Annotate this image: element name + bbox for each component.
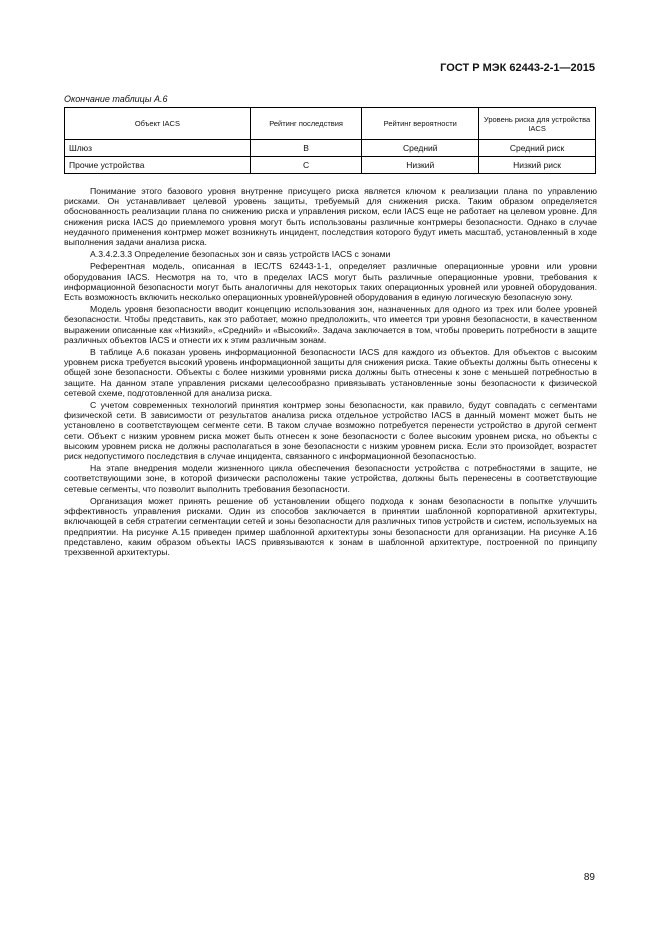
- paragraph: С учетом современных технологий принятия контрмер зоны безопасности, как правило, будут совпадать с сегментами физической сети. В зависимости от результатов анализа риска отдельное устройство IACS в данный момент может быть не установлено в соответствующем сегменте сети. В таком случае возможно потребуется перенести устройство в другой сегмент сети. Объект с низким уровнем риска может быть отнесен к зоне безопасности с более высоким уровнем риска, но объекты с высоким уровнем риска не должны располагаться в зоне безопасности с низким уровнем риска. Если это произойдет, возрастет риск недопустимого последствия в случае инцидента, связанного с информационной безопасностью.: [64, 400, 597, 462]
- table-row: [65, 157, 596, 174]
- table-cell: Средний: [362, 140, 479, 157]
- body-text: [64, 186, 597, 559]
- column-header: Объект IACS: [65, 108, 251, 140]
- table-cell: Шлюз: [65, 140, 251, 157]
- table-caption: Окончание таблицы А.6: [64, 94, 168, 104]
- table-cell: C: [250, 157, 362, 174]
- risk-table: [64, 107, 596, 174]
- paragraph: Модель уровня безопасности вводит концепцию использования зон, назначенных для одного из трех или более уровней безопасности. Чтобы представить, как это работает, можно предположить, что имеется три уровня безопасности, в качественном выражении описанные как «Низкий», «Средний» и «Высокий». Задача заключается в том, чтобы проверить потребности в защите различных объектов IACS и отнести их к этим различным зонам.: [64, 304, 597, 345]
- table-header-row: [65, 108, 596, 140]
- paragraph: Организация может принять решение об установлении общего подхода к зонам безопасности в попытке улучшить эффективность управления рисками. Один из способов заключается в принятии шаблонной корпоративной архитектуры, включающей в себя стратегии сегментации сетей и зоны безопасности для различных типов устройств и систем, используемых на предприятии. На рисунке А.15 приведен пример шаблонной архитектуры зоны безопасности для организации. На рисунке А.16 представлено, каким образом объекты IACS привязываются к зонам в шаблонной архитектуре, построенной по принципу трехзвенной архитектуры.: [64, 495, 597, 557]
- column-header: Рейтинг последствия: [250, 108, 362, 140]
- table-row: [65, 140, 596, 157]
- paragraph: В таблице А.6 показан уровень информационной безопасности IACS для каждого из объектов. Для объектов с высоким уровнем риска требуется высокий уровень информационной защиты для снижения риска. Такие объекты должны быть отнесены к общей зоне безопасности. Объекты с более низкими уровнями риска должны быть отнесены к зоне с меньшей потребностью в защите. На данном этапе управления рисками целесообразно привязывать установленные зоны безопасности к физической сетевой схеме, подготовленной для анализа риска.: [64, 347, 597, 398]
- paragraph: Понимание этого базового уровня внутренне присущего риска является ключом к реализации плана по управлению рисками. Он устанавливает целевой уровень защиты, требуемый для снижения риска. Таким образом определяется обоснованность реализации плана по снижению риска и управления риском, если IACS еще не работает на целевом уровне. Для снижения риска IACS до приемлемого уровня могут быть использованы различные контрмеры безопасности. Однако в случае неудачного применения контрмер может возникнуть инцидент, последствия которого будут иметь масштаб, установленный в ходе выполнения задачи анализа риска.: [64, 186, 597, 248]
- paragraph: Референтная модель, описанная в IEC/TS 62443-1-1, определяет различные операционные уровни или уровни оборудования IACS. Несмотря на то, что в пределах IACS могут быть различные операционные уровни, требования к информационной безопасности могут быть аналогичны для некоторых таких операционных уровней или уровней оборудования. Есть возможность включить несколько операционных уровней/уровней оборудования в единую логическую безопасную зону.: [64, 261, 597, 303]
- section-heading: А.3.4.2.3.3 Определение безопасных зон и связь устройств IACS с зонами: [90, 249, 391, 260]
- column-header: Уровень риска для устройства IACS: [479, 108, 596, 140]
- table-cell: Низкий: [362, 157, 479, 174]
- page-number: 89: [583, 872, 595, 883]
- column-header: Рейтинг вероятности: [362, 108, 479, 140]
- table-cell: Низкий риск: [479, 157, 596, 174]
- document-header: ГОСТ Р МЭК 62443-2-1—2015: [440, 62, 595, 74]
- table-cell: Прочие устройства: [65, 157, 251, 174]
- table-cell: B: [250, 140, 362, 157]
- table-cell: Средний риск: [479, 140, 596, 157]
- paragraph: На этапе внедрения модели жизненного цикла обеспечения безопасности устройства с потребностями в защите, не соответствующими зоне, в которой физически расположены такие устройства, должны быть перенесены в соответствующие сетевые сегменты, что позволит выполнить требования безопасности.: [64, 463, 597, 494]
